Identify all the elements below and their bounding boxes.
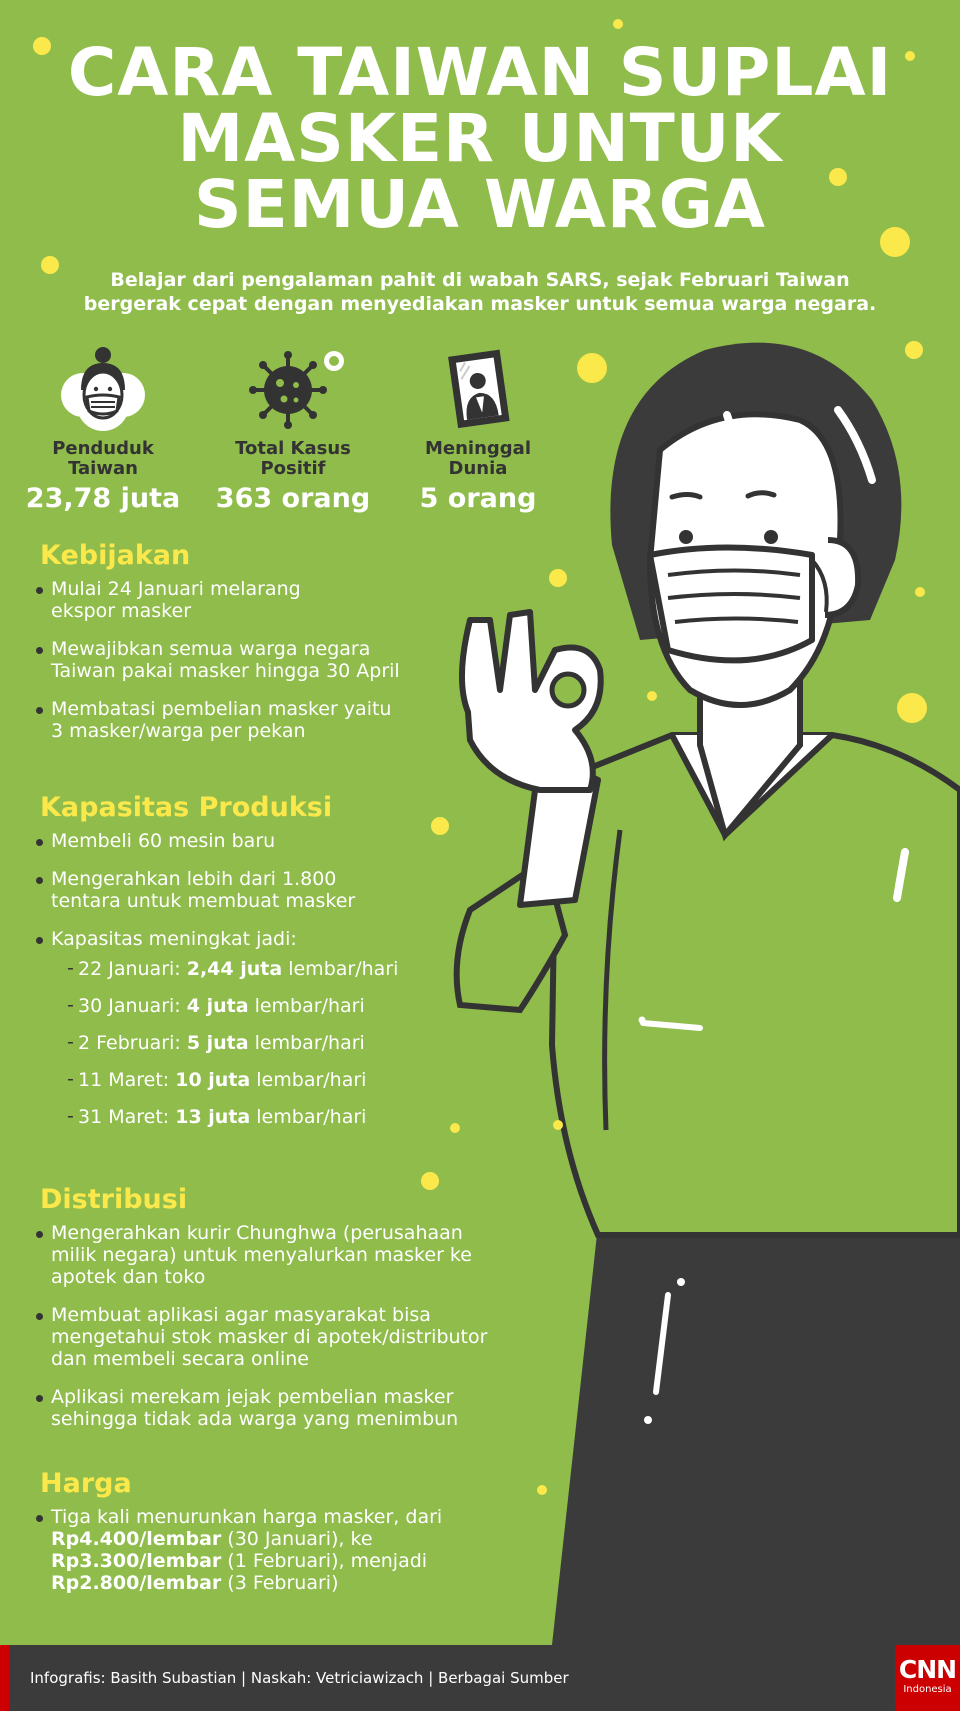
stat-deaths	[393, 345, 563, 515]
timeline-item: - 2 Februari: 5 juta lembar/hari	[67, 1032, 560, 1054]
title-line-3: SEMUA WARGA	[194, 166, 766, 243]
section-heading: Distribusi	[40, 1184, 188, 1215]
title-line-1: CARA TAIWAN SUPLAI	[67, 34, 893, 111]
timeline-item: - 11 Maret: 10 juta lembar/hari	[67, 1069, 560, 1091]
section-harga	[40, 1468, 560, 1610]
price-line: Rp4.400/lembar (30 Januari), ke	[51, 1528, 373, 1550]
price-line: Rp3.300/lembar (1 Februari), menjadi	[51, 1550, 428, 1572]
section-heading: Harga	[40, 1468, 132, 1499]
stat-population	[18, 345, 188, 515]
section-kebijakan	[40, 540, 560, 758]
footer-credits: Infografis: Basith Subastian | Naskah: Vetriciawizach | Berbagai Sumber	[30, 1669, 569, 1687]
timeline-item: - 30 Januari: 4 juta lembar/hari	[67, 995, 560, 1017]
section-heading: Kebijakan	[40, 540, 191, 571]
section-heading: Kapasitas Produksi	[40, 792, 333, 823]
list-item: Tiga kali menurunkan harga masker, dari Rp4.400/lembar (30 Januari), ke Rp3.300/lembar (1 Februari), menjadi Rp2.800/lembar (3 Februari)	[40, 1506, 560, 1594]
list-item: Membeli 60 mesin baru	[40, 830, 560, 852]
footer	[0, 1645, 960, 1711]
stat-positive-cases-value: 363 orang	[215, 483, 371, 514]
list-item: Mengerahkan lebih dari 1.800 tentara untuk membuat masker	[40, 868, 560, 912]
page-title	[0, 34, 960, 243]
stat-deaths-value: 5 orang	[419, 483, 537, 514]
section-distribusi	[40, 1184, 560, 1446]
title-line-2: MASKER UNTUK	[177, 100, 783, 177]
capacity-timeline	[67, 958, 560, 1128]
list-item: Mewajibkan semua warga negara Taiwan pakai masker hingga 30 April	[40, 638, 560, 682]
stat-population-value: 23,78 juta	[25, 483, 181, 514]
timeline-item: - 31 Maret: 13 juta lembar/hari	[67, 1106, 560, 1128]
stat-population-label: Penduduk Taiwan	[52, 438, 154, 479]
list-item: Mulai 24 Januari melarang ekspor masker	[40, 578, 560, 622]
masked-woman-icon	[53, 345, 153, 435]
price-line: Rp2.800/lembar (3 Februari)	[51, 1572, 339, 1594]
list-item: Mengerahkan kurir Chunghwa (perusahaan milik negara) untuk menyalurkan masker ke apotek dan toko	[40, 1222, 560, 1288]
section-kapasitas-produksi	[40, 792, 560, 1144]
list-item: Membuat aplikasi agar masyarakat bisa mengetahui stok masker di apotek/distributor dan membeli secara online	[40, 1304, 560, 1370]
list-item: Aplikasi merekam jejak pembelian masker sehingga tidak ada warga yang menimbun	[40, 1386, 560, 1430]
stat-positive-cases	[208, 345, 378, 515]
portrait-frame-icon	[433, 345, 523, 435]
intro-text: Belajar dari pengalaman pahit di wabah SARS, sejak Februari Taiwan bergerak cepat dengan menyediakan masker untuk semua warga negara.	[83, 269, 877, 315]
footer-accent-bar	[0, 1645, 9, 1711]
list-item: Membatasi pembelian masker yaitu 3 masker/warga per pekan	[40, 698, 560, 742]
stat-deaths-label: Meninggal Dunia	[424, 438, 531, 479]
stat-positive-cases-label: Total Kasus Positif	[235, 438, 351, 479]
timeline-item: - 22 Januari: 2,44 juta lembar/hari	[67, 958, 560, 980]
cnn-indonesia-logo: CNN Indonesia	[895, 1645, 960, 1711]
virus-icon	[238, 345, 348, 435]
list-item: Kapasitas meningkat jadi: - 22 Januari: 2,44 juta lembar/hari - 30 Januari: 4 juta lembar/hari - 2 Februari: 5 juta lembar/hari - 11 Maret: 10 juta lembar/hari - 31 Maret: 13 juta lembar/hari	[40, 928, 560, 1128]
